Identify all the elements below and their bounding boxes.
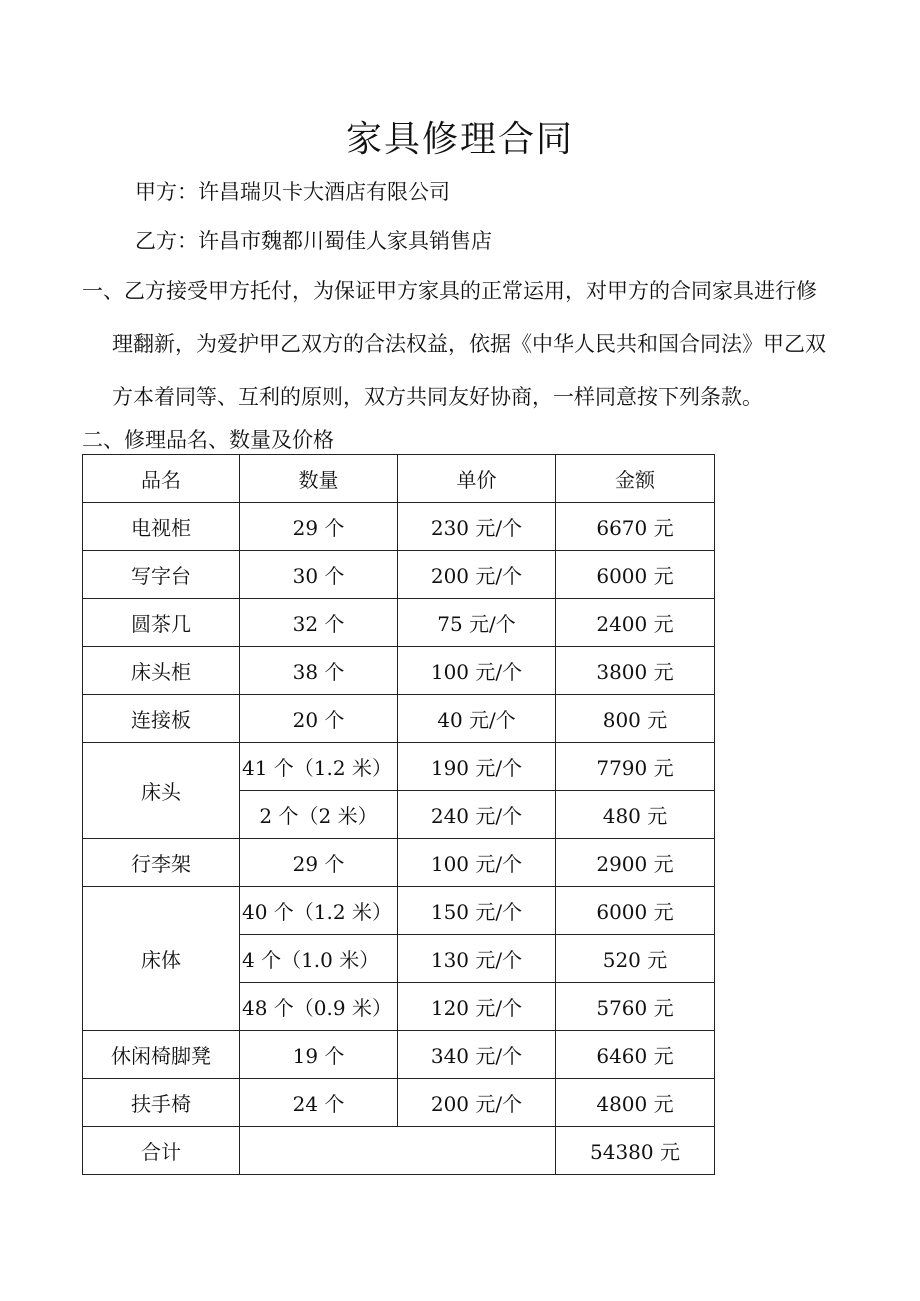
- table-row: [83, 1031, 715, 1079]
- cell-quantity: 19 个: [240, 1031, 398, 1079]
- cell-quantity: 48 个（0.9 米）: [240, 983, 398, 1031]
- cell-unit-price: 200 元/个: [398, 1079, 556, 1127]
- cell-amount: 800 元: [556, 695, 715, 743]
- table-row: [83, 1079, 715, 1127]
- cell-amount: 2400 元: [556, 599, 715, 647]
- price-table: [82, 454, 715, 1175]
- table-header-row: [83, 455, 715, 503]
- header-item-name: 品名: [83, 455, 240, 503]
- table-row: [83, 695, 715, 743]
- cell-amount: 6670 元: [556, 503, 715, 551]
- cell-unit-price: 100 元/个: [398, 839, 556, 887]
- cell-item-name: 连接板: [83, 695, 240, 743]
- table-total-row: [83, 1127, 715, 1175]
- clause-1-line: 一、乙方接受甲方托付，为保证甲方家具的正常运用，对甲方的合同家具进行修: [82, 279, 817, 303]
- table-row: [83, 743, 715, 791]
- table-row: [83, 839, 715, 887]
- party-a: 甲方：许昌瑞贝卡大酒店有限公司: [135, 180, 450, 204]
- cell-unit-price: 130 元/个: [398, 935, 556, 983]
- cell-item-name: 行李架: [83, 839, 240, 887]
- cell-quantity: 30 个: [240, 551, 398, 599]
- cell-quantity: 20 个: [240, 695, 398, 743]
- cell-quantity: 40 个（1.2 米）: [240, 887, 398, 935]
- total-value: 54380 元: [556, 1127, 715, 1175]
- cell-amount: 6000 元: [556, 551, 715, 599]
- cell-unit-price: 240 元/个: [398, 791, 556, 839]
- cell-amount: 4800 元: [556, 1079, 715, 1127]
- total-empty-cell: [240, 1127, 556, 1175]
- cell-quantity: 29 个: [240, 503, 398, 551]
- cell-unit-price: 190 元/个: [398, 743, 556, 791]
- party-b: 乙方：许昌市魏都川蜀佳人家具销售店: [135, 229, 492, 253]
- cell-unit-price: 230 元/个: [398, 503, 556, 551]
- header-quantity: 数量: [240, 455, 398, 503]
- clause-2-heading: 二、修理品名、数量及价格: [82, 428, 334, 452]
- cell-quantity: 32 个: [240, 599, 398, 647]
- cell-amount: 5760 元: [556, 983, 715, 1031]
- cell-unit-price: 120 元/个: [398, 983, 556, 1031]
- cell-item-name: 电视柜: [83, 503, 240, 551]
- table-row: [83, 551, 715, 599]
- header-amount: 金额: [556, 455, 715, 503]
- cell-amount: 6000 元: [556, 887, 715, 935]
- cell-quantity: 38 个: [240, 647, 398, 695]
- document-title: 家具修理合同: [345, 119, 574, 160]
- cell-item-name: 床头柜: [83, 647, 240, 695]
- cell-quantity: 24 个: [240, 1079, 398, 1127]
- cell-amount: 480 元: [556, 791, 715, 839]
- cell-amount: 2900 元: [556, 839, 715, 887]
- header-unit-price: 单价: [398, 455, 556, 503]
- cell-amount: 6460 元: [556, 1031, 715, 1079]
- clause-1-line: 方本着同等、互利的原则，双方共同友好协商，一样同意按下列条款。: [112, 385, 763, 409]
- cell-quantity: 41 个（1.2 米）: [240, 743, 398, 791]
- cell-unit-price: 75 元/个: [398, 599, 556, 647]
- table-row: [83, 647, 715, 695]
- cell-unit-price: 200 元/个: [398, 551, 556, 599]
- cell-amount: 3800 元: [556, 647, 715, 695]
- cell-amount: 520 元: [556, 935, 715, 983]
- cell-item-name: 床头: [83, 743, 240, 839]
- cell-item-name: 圆茶几: [83, 599, 240, 647]
- cell-unit-price: 100 元/个: [398, 647, 556, 695]
- table-row: [83, 599, 715, 647]
- cell-item-name: 休闲椅脚凳: [83, 1031, 240, 1079]
- cell-unit-price: 40 元/个: [398, 695, 556, 743]
- cell-unit-price: 150 元/个: [398, 887, 556, 935]
- clause-1: [82, 265, 852, 424]
- cell-quantity: 4 个（1.0 米）: [240, 935, 398, 983]
- cell-quantity: 29 个: [240, 839, 398, 887]
- cell-item-name: 床体: [83, 887, 240, 1031]
- cell-quantity: 2 个（2 米）: [240, 791, 398, 839]
- table-row: [83, 887, 715, 935]
- total-label: 合计: [83, 1127, 240, 1175]
- cell-item-name: 扶手椅: [83, 1079, 240, 1127]
- cell-unit-price: 340 元/个: [398, 1031, 556, 1079]
- clause-1-line: 理翻新，为爱护甲乙双方的合法权益，依据《中华人民共和国合同法》甲乙双: [112, 332, 826, 356]
- cell-item-name: 写字台: [83, 551, 240, 599]
- cell-amount: 7790 元: [556, 743, 715, 791]
- table-row: [83, 503, 715, 551]
